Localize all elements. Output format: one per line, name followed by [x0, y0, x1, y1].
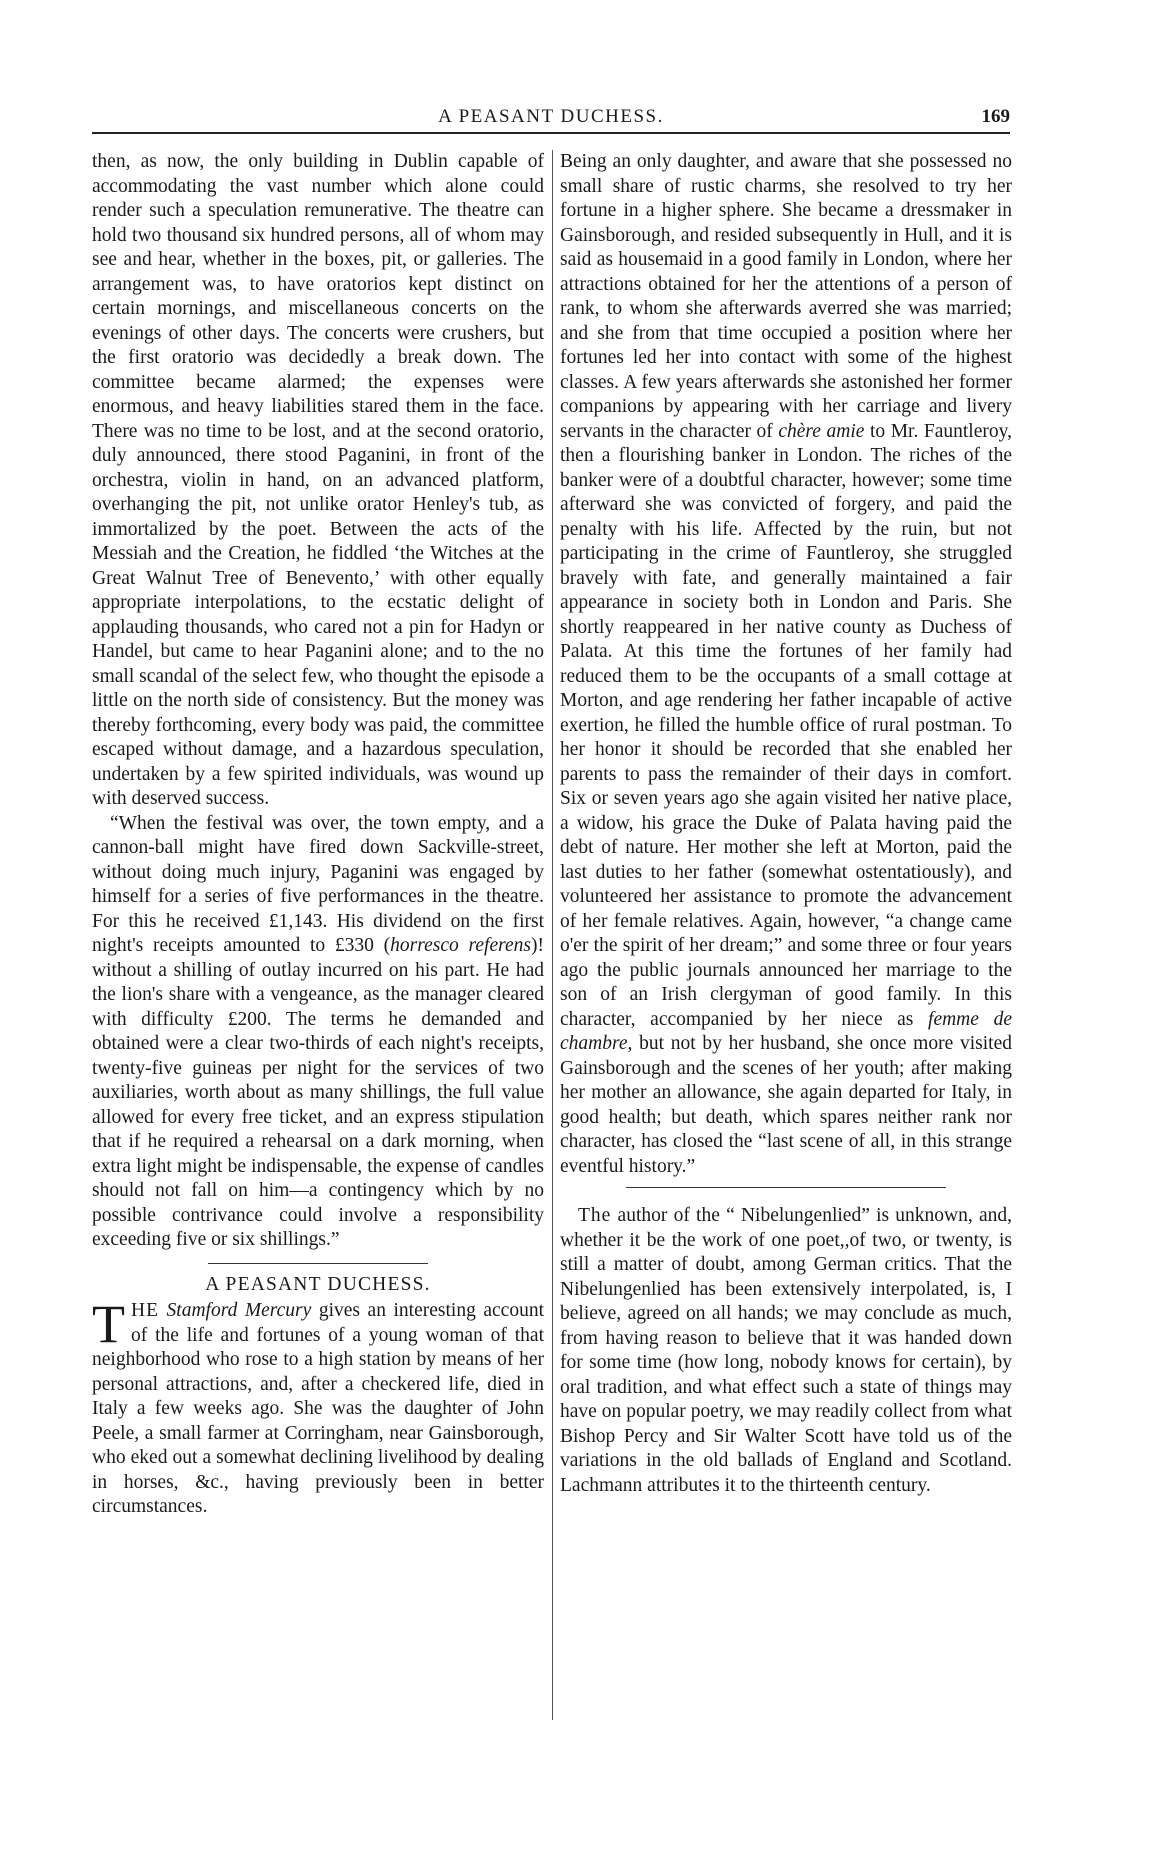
- nibelungenlied-body: author of the “ Nibelungenlied” is unknown, and, whether it be the work of one poet,,of two, or twenty, is still a matter of doubt, among German critics. That the Nibelungenlied has been extensively interpolated, is, I believe, agreed on all hands; we may conclude as much, from having reason to believe that it was handed down for some time (how long, nobody knows for certain), by oral tradition, and what effect such a state of things may have on popular poetry, we may readily collect from what Bishop Percy and Sir Walter Scott have told us of the variations in the old ballads of England and Scotland. Lachmann attributes it to the thirteenth century.: [560, 1205, 1012, 1496]
- duchess-paragraph: [560, 150, 1012, 1179]
- section-divider-right: [626, 1187, 946, 1188]
- article-opening-paragraph: [92, 1294, 544, 1520]
- right-column: [560, 150, 1012, 1498]
- duchess-text-a: Being an only daughter, and aware that she possessed no small share of rustic charms, she resolved to try her fortune in a higher sphere. She became a dressmaker in Gainsborough, and resided subsequently in Hull, and it is said as housemaid in a good family in London, where her attractions obtained for her the attentions of a person of rank, to whom she afterwards averred she was married; and she from that time occupied a position where her fortunes led her into contact with some of the highest classes. A few years afterwards she astonished her former companions by appearing with her carriage and livery servants in the character of: [560, 151, 1012, 442]
- paganini-paragraph: then, as now, the only building in Dublin capable of accommodating the vast number which alone could render such a speculation remunerative. The theatre can hold two thousand six hundred persons, all of whom may see and hear, whether in the boxes, pit, or galleries. The arrangement was, to have oratorios kept distinct on certain mornings, and miscellaneous concerts on the evenings of other days. The concerts were crushers, but the first oratorio was decidedly a break down. The committee became alarmed; the expenses were enormous, and heavy liabilities stared them in the face. There was no time to be lost, and at the second oratorio, duly announced, there stood Paganini, in front of the orchestra, violin in hand, on an advanced platform, overhanging the pit, not unlike orator Henley's tub, as immortalized by the poet. Between the acts of the Messiah and the Creation, he fiddled ‘the Witches at the Great Walnut Tree of Benevento,’ with other equally appropriate interpolations, to the ecstatic delight of applauding thousands, who cared not a pin for Hadyn or Handel, but came to hear Paganini alone; and to the no small scandal of the select few, who thought the episode a little on the north side of consistency. But the money was thereby forthcoming, every body was paid, the committee escaped without damage, and a hazardous speculation, undertaken by a few spirited individuals, was wound up with deserved success.: [92, 151, 544, 809]
- page-number: 169: [981, 106, 1010, 127]
- left-column: [92, 150, 544, 1520]
- festival-paragraph: [92, 812, 544, 1253]
- article-title: A PEASANT DUCHESS.: [205, 1273, 431, 1295]
- section-divider: [208, 1263, 428, 1264]
- festival-italic: horresco referens: [390, 935, 531, 956]
- drop-cap: T: [92, 1294, 125, 1354]
- column-rule: [552, 150, 553, 1720]
- festival-text-a: “When the festival was over, the town empty, and a cannon-ball might have fired down Sackville-street, without doing much injury, Paganini was engaged by himself for a series of five performances in the theatre. For this he received £1,143. His dividend on the first night's receipts amounted to £330 (: [92, 812, 544, 956]
- duchess-text-c: , but not by her husband, she once more visited Gainsborough and the scenes of her youth; after making her mother an allowance, she again departed for Italy, in good health; but death, which spares neither rank nor character, has closed the “last scene of all, in this strange eventful history.”: [560, 1033, 1012, 1177]
- article-body: gives an interesting account of the life and fortunes of a young woman of that neighborhood who rose to a high station by means of her personal attractions, and, after a checkered life, died in Italy a few weeks ago. She was the daughter of John Peele, a small farmer at Corringham, near Gainsborough, who eked out a somewhat declining livelihood by dealing in horses, &c., having previously been in better circumstances.: [92, 1300, 544, 1517]
- nibelungenlied-paragraph: [560, 1204, 1012, 1498]
- duchess-italic-b: femme de chambre: [560, 1008, 1012, 1054]
- running-title: A PEASANT DUCHESS.: [438, 106, 664, 127]
- duchess-text-b: to Mr. Fauntleroy, then a flourishing banker in London. The riches of the banker were of a doubtful character, however; some time afterward she was convicted of forgery, and paid the penalty with his life. Affected by the ruin, but not participating in the crime of Fauntleroy, she struggled bravely with fate, and generally maintained a fair appearance in society both in London and Paris. She shortly reappeared in her native county as Duchess of Palata. At this time the fortunes of her family had reduced them to be the occupants of a small cottage at Morton, and age rendering her father incapable of active exertion, he filled the humble office of rural postman. To her honor it should be recorded that she enabled her parents to pass the remainder of their days in comfort. Six or seven years ago she again visited her native place, a widow, his grace the Duke of Palata having paid the debt of nature. Her mother she left at Morton, paid the last duties to her father (somewhat ostentatiously), and volunteered her assistance to promote the advancement of her female relatives. Again, however, “a change came o'er the spirit of her dream;” and some three or four years ago the public journals announced her marriage to the son of an Irish clergyman of good family. In this character, accompanied by her niece as: [560, 420, 1012, 1030]
- festival-text-b: )! without a shilling of outlay incurred on his part. He had the lion's share with a vengeance, as the manager cleared with difficulty £200. The terms he demanded and obtained were a clear two-thirds of each night's receipts, twenty-five guineas per night for the services of two auxiliaries, worth about as many shillings, the full value allowed for every free ticket, and an express stipulation that if he required a rehearsal on a dark morning, when extra light might be indispensable, the expense of candles should not fall on him—a contingency which by no possible contrivance could involve a responsibility exceeding five or six shillings.”: [92, 935, 544, 1250]
- duchess-italic-a: chère amie: [778, 420, 865, 442]
- running-head: [92, 100, 1010, 134]
- nibelungenlied-lead: The: [578, 1205, 612, 1226]
- article-lead: HE: [131, 1300, 159, 1321]
- newspaper-name: Stamford Mercury: [166, 1300, 312, 1321]
